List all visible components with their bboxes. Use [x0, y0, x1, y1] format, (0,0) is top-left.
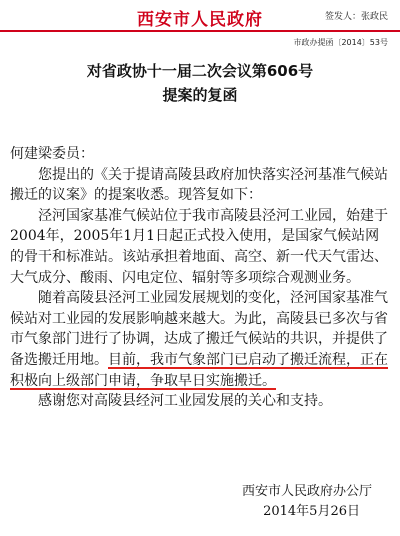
issue-date: 2014年5月26日 [263, 504, 360, 519]
highlighted-statement: 目前，我市气象部门已启动了搬迁流程，正在积极向上级部门申请，争取早日实施搬迁。 [10, 351, 388, 389]
signer: 签发人：张政民 [324, 12, 388, 22]
salutation: 何建梁委员： [10, 146, 94, 162]
issuing-office: 西安市人民政府办公厅 [241, 484, 372, 499]
document-title-line2: 提案的复函 [162, 86, 238, 104]
paragraph-1: 您提出的《关于提请高陵县政府加快落实泾河基准气候站搬迁的议案》的提案收悉。现答复如下： [10, 166, 388, 204]
letterhead [0, 0, 400, 47]
government-name: 西安市人民政府 [137, 10, 263, 30]
paragraph-3-text: 随着高陵县泾河工业园发展规划的变化，泾河国家基准气候站对工业园的发展影响越来越大。为此，高陵县已多次与省市气象部门进行了协调，达成了搬迁气候站的共识，并提供了备选搬迁用地。 [10, 290, 388, 368]
paragraph-3 [10, 288, 390, 391]
paragraph-4: 感谢您对高陵县经河工业园发展的关心和支持。 [38, 393, 332, 410]
document-title-line1: 对省政协十一届二次会议第606号 [86, 62, 314, 80]
red-divider [0, 30, 400, 32]
paragraph-2: 泾河国家基准气候站位于我市高陵县泾河工业园，始建于2004年，2005年1月1日起正式投入使用，是国家气候站网的骨干和标准站。该站承担着地面、高空、新一代天气雷达、大气成分、酸雨、闪电定位、辐射等多项综合观测业务。 [10, 207, 388, 286]
document-number: 市政办提函〔2014〕53号 [293, 38, 388, 47]
letter-body [10, 144, 390, 412]
